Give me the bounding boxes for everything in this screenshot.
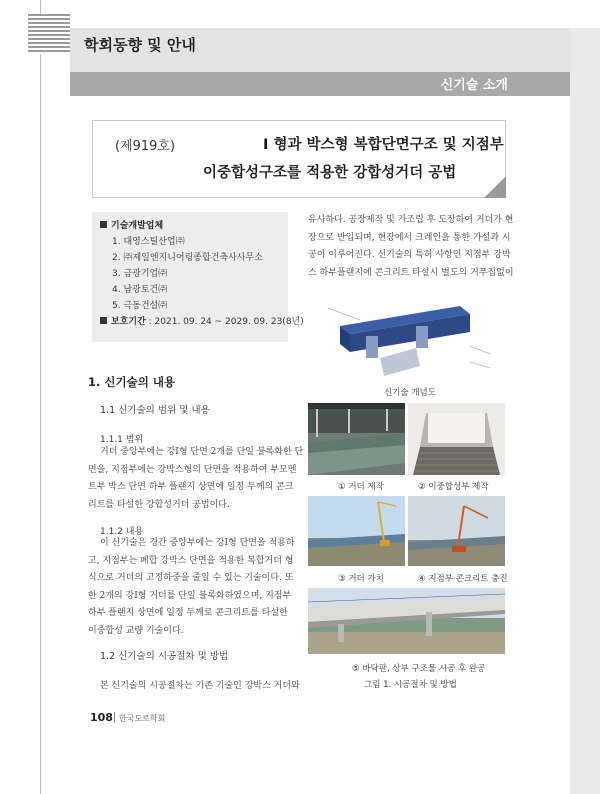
heading-1: 1. 신기술의 내용: [88, 375, 176, 389]
developers-heading: 기술개발업체: [100, 218, 280, 234]
heading-1-2: 1.2 신기술의 시공절차 및 방법: [100, 651, 229, 662]
bullet-square-icon: [100, 317, 107, 324]
figure-caption: 그림 1. 시공절차 및 방법: [364, 680, 457, 690]
corner-fold: [484, 176, 506, 198]
developer-item: 2. ㈜제일엔지니어링종합건축사사무소: [112, 253, 263, 263]
header-subband: [70, 72, 600, 96]
header-stripes: [28, 14, 70, 54]
heading-1-1: 1.1 신기술의 범위 및 내용: [100, 405, 210, 416]
photo-concrete-filling: [408, 496, 505, 566]
title-line-1: I 형과 박스형 복합단면구조 및 지점부: [263, 137, 504, 153]
developer-item: 5. 극동건설㈜: [112, 301, 168, 311]
paragraph-right: 유사하다. 공장제작 및 가조립 후 도장하여 거더가 현 장으로 반입되며, 현장에서 크레인을 통한 가설과 시 공이 이루어진다. 신기술의 특허 사항인 지점부 강박 스 하부플랜지에 콘크리트 타설시 별도의 거푸집없이: [308, 215, 514, 278]
protection-period: 보호기간 : 2021. 09. 24 ~ 2029. 09. 23(8년): [100, 314, 280, 330]
section-title: 학회동향 및 안내: [84, 36, 196, 54]
right-margin-strip: [570, 28, 600, 794]
caption-step-4: ④ 지점부 콘크리트 충진: [418, 574, 508, 584]
caption-step-5: ⑤ 바닥판, 상부 구조물 시공 후 완공: [352, 664, 486, 674]
tech-number: (제919호): [115, 139, 176, 154]
heading-1-1-1: 1.1.1 범위: [100, 435, 144, 445]
developer-item: 3. 금광기업㈜: [112, 269, 168, 279]
developer-item: 1. 대영스틸산업㈜: [112, 237, 185, 247]
paragraph-procedure: 본 신기술의 시공절차는 기존 기술인 강박스 거더와: [100, 681, 300, 691]
title-box: [92, 120, 506, 198]
caption-step-2: ② 이중합성부 제작: [418, 482, 489, 492]
photo-girder-fabrication: [308, 403, 405, 475]
diagram-caption: 신기술 개념도: [384, 388, 436, 398]
caption-step-1: ① 거더 제작: [338, 482, 384, 492]
photo-completed-bridge: [308, 588, 505, 654]
photo-composite-section: [408, 403, 505, 475]
photo-girder-erection: [308, 496, 405, 566]
developer-item: 4. 남광토건㈜: [112, 285, 168, 295]
footer-organization: 한국도로학회: [119, 714, 166, 723]
title-line-2: 이중합성구조를 적용한 강합성거더 공법: [203, 165, 457, 181]
paragraph-scope: 거더 중앙부에는 강I형 단면 2개를 단일 블록화한 단 면을, 지점부에는 강박스형의 단면을 적용하여 부모멘 트부 박스 단면 하부 플랜지 상면에 일정 두께의 콘크 리트를 타설한 강합성거더 공법이다.: [88, 447, 304, 510]
info-box: [92, 212, 304, 342]
paragraph-content: 이 신기술은 경간 중앙부에는 강I형 단면을 적용하 고, 지점부는 폐합 강박스 단면을 적용한 복합거더 형 식으로 거더의 고정하중을 줄일 수 있는 기술이다. 또 한 2개의 강I형 거더를 단일 블록화하였으며, 지점부 하부 플랜지 상면에 일정 두께로 콘크리트를 타설한 이중합성 교량 기술이다.: [88, 538, 295, 636]
heading-1-1-2: 1.1.2 내용: [100, 527, 144, 537]
margin-line: [40, 0, 41, 794]
footer-separator: [114, 712, 115, 723]
bullet-square-icon: [100, 221, 107, 228]
caption-step-3: ③ 거더 가치: [338, 574, 384, 584]
subsection-title: 신기술 소개: [440, 78, 508, 93]
concept-diagram: [320, 296, 498, 380]
page-number: 108: [90, 711, 113, 724]
